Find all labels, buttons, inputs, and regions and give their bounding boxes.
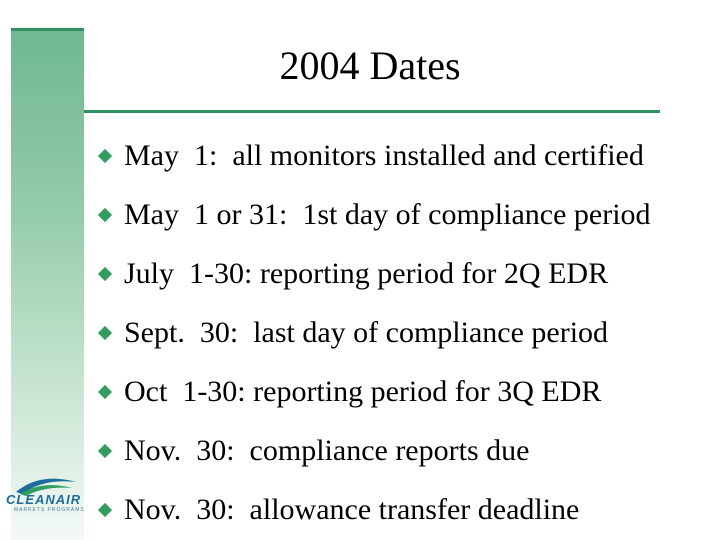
decorative-sidebar	[11, 30, 84, 540]
bullet-list	[100, 126, 651, 539]
list-item	[100, 244, 651, 303]
title-divider	[84, 110, 660, 113]
diamond-bullet-icon	[98, 148, 112, 162]
bullet-text: Nov. 30: compliance reports due	[124, 433, 530, 467]
bullet-text: Nov. 30: allowance transfer deadline	[124, 492, 580, 526]
logo-subtext: MARKETS PROGRAMS	[14, 507, 85, 513]
diamond-bullet-icon	[98, 207, 112, 221]
bullet-text: Oct 1-30: reporting period for 3Q EDR	[124, 374, 602, 408]
list-item	[100, 480, 651, 539]
slide-title: 2004 Dates	[279, 43, 461, 88]
list-item	[100, 126, 651, 185]
diamond-bullet-icon	[98, 443, 112, 457]
diamond-bullet-icon	[98, 502, 112, 516]
diamond-bullet-icon	[98, 266, 112, 280]
list-item	[100, 421, 651, 480]
bullet-text: July 1-30: reporting period for 2Q EDR	[124, 256, 609, 290]
bullet-text: Sept. 30: last day of compliance period	[124, 315, 609, 349]
logo-wordmark: CLEANAIR	[6, 492, 82, 507]
bullet-text: May 1 or 31: 1st day of compliance period	[124, 197, 651, 231]
sidebar-top-line	[11, 28, 84, 31]
list-item	[100, 303, 651, 362]
list-item	[100, 362, 651, 421]
diamond-bullet-icon	[98, 384, 112, 398]
diamond-bullet-icon	[98, 325, 112, 339]
bullet-text: May 1: all monitors installed and certified	[124, 138, 644, 172]
list-item	[100, 185, 651, 244]
